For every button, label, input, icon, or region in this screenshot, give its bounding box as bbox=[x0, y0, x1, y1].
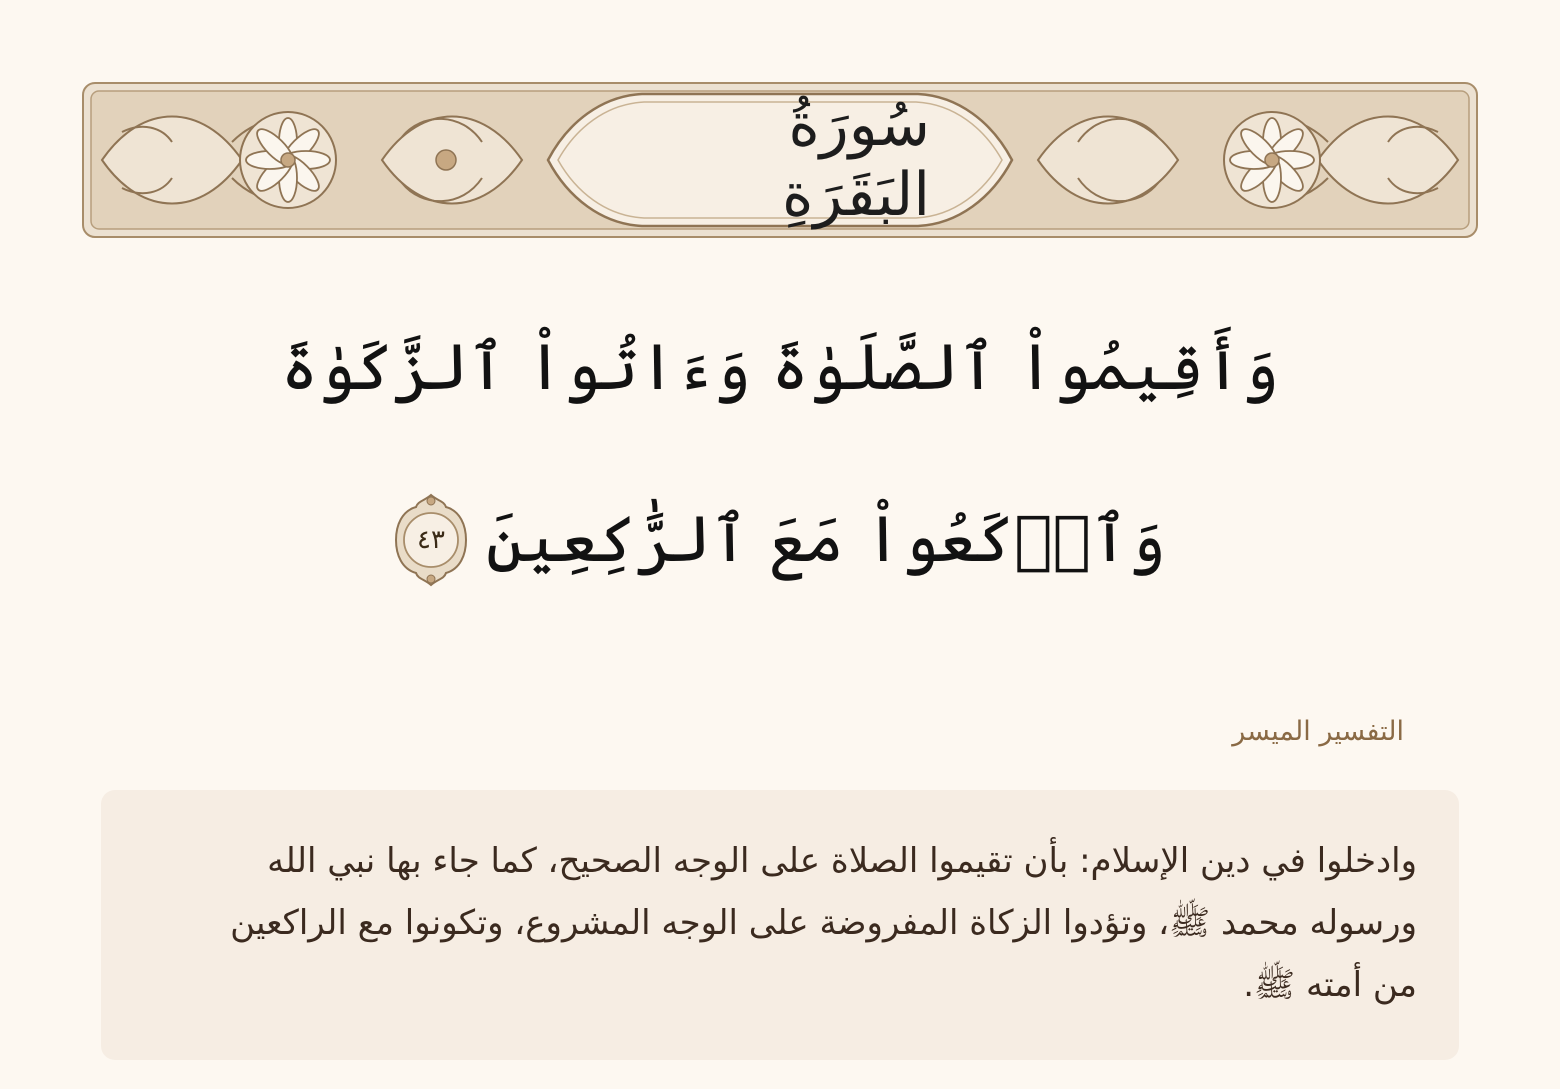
tafsir-text: وادخلوا في دين الإسلام: بأن تقيموا الصلاة على الوجه الصحيح، كما جاء بها نبي الله ورسوله محمد ﷺ، وتؤدوا الزكاة المفروضة على الوجه المشروع، وتكونوا مع الراكعين من أمته ﷺ. bbox=[230, 841, 1417, 1005]
tafsir-heading: التفسير الميسر bbox=[1232, 716, 1404, 747]
verse-line-2 bbox=[300, 490, 1260, 590]
verse-line-1-text: وَأَقِيمُواْ ٱلصَّلَوٰةَ وَءَاتُواْ ٱلزَّكَوٰةَ bbox=[280, 331, 1280, 405]
verse-line-1 bbox=[280, 318, 1280, 418]
ayah-number-marker bbox=[394, 493, 468, 587]
ayah-number: ٤٣ bbox=[417, 525, 445, 555]
surah-header-banner bbox=[82, 82, 1478, 238]
surah-title: سُورَةُ البَقَرَةِ bbox=[782, 90, 930, 230]
verse-text bbox=[280, 318, 1280, 590]
tafsir-card bbox=[101, 790, 1459, 1060]
verse-line-2-text: وَٱرۡكَعُواْ مَعَ ٱلرَّٰكِعِينَ bbox=[486, 503, 1166, 577]
